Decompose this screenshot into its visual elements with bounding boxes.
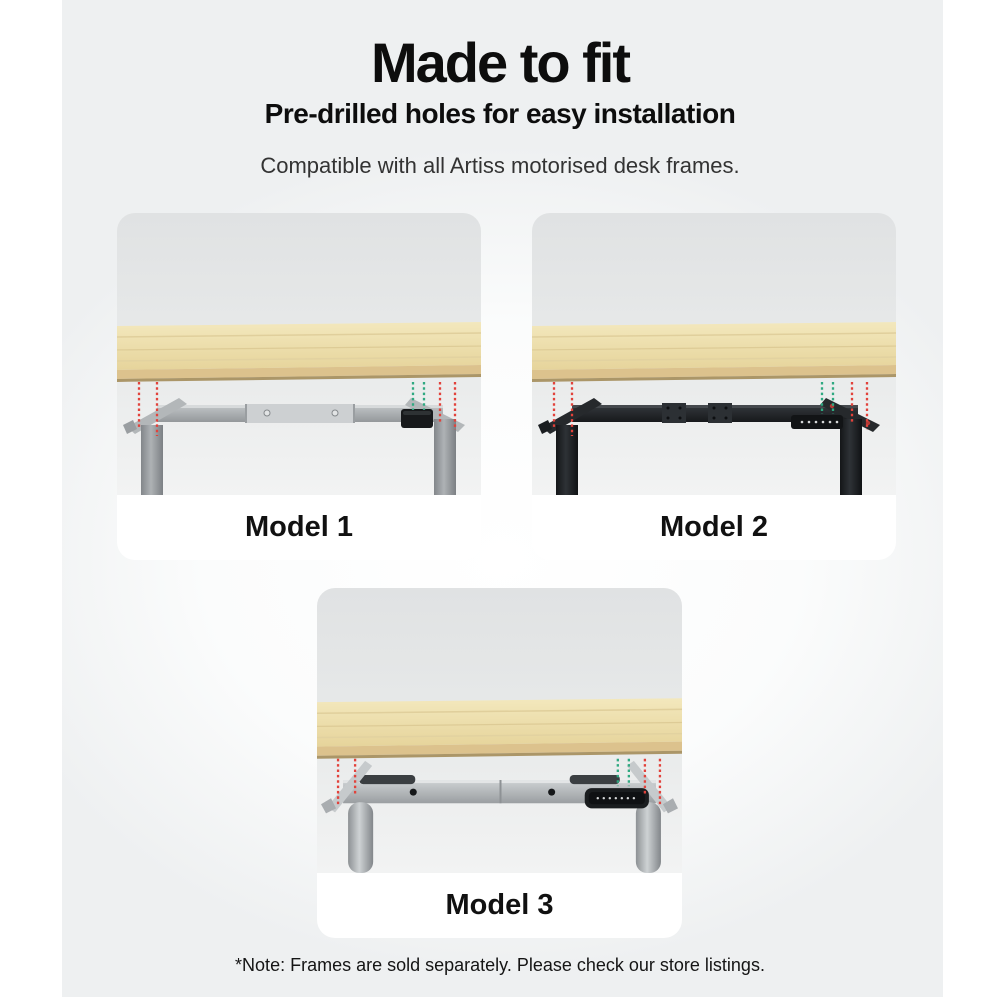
footer-note: *Note: Frames are sold separately. Please check our store listings. — [235, 955, 765, 975]
desk-photo-1 — [117, 213, 481, 495]
desk-photo-3 — [317, 588, 682, 873]
compatibility-text: Compatible with all Artiss motorised desk frames. — [260, 153, 740, 178]
desk-illustration-black-frame — [532, 213, 896, 495]
model-card-2 — [532, 213, 896, 560]
model-card-3 — [317, 588, 682, 938]
page-title: Made to fit — [371, 31, 629, 94]
model-label-2: Model 2 — [532, 495, 896, 560]
model-card-1 — [117, 213, 481, 560]
model-label-1: Model 1 — [117, 495, 481, 560]
desk-illustration-silver-frame — [317, 588, 682, 873]
page-subtitle: Pre-drilled holes for easy installation — [264, 98, 736, 129]
model-label-3: Model 3 — [317, 873, 682, 938]
desk-illustration-grey-frame — [117, 213, 481, 495]
desk-photo-2 — [532, 213, 896, 495]
